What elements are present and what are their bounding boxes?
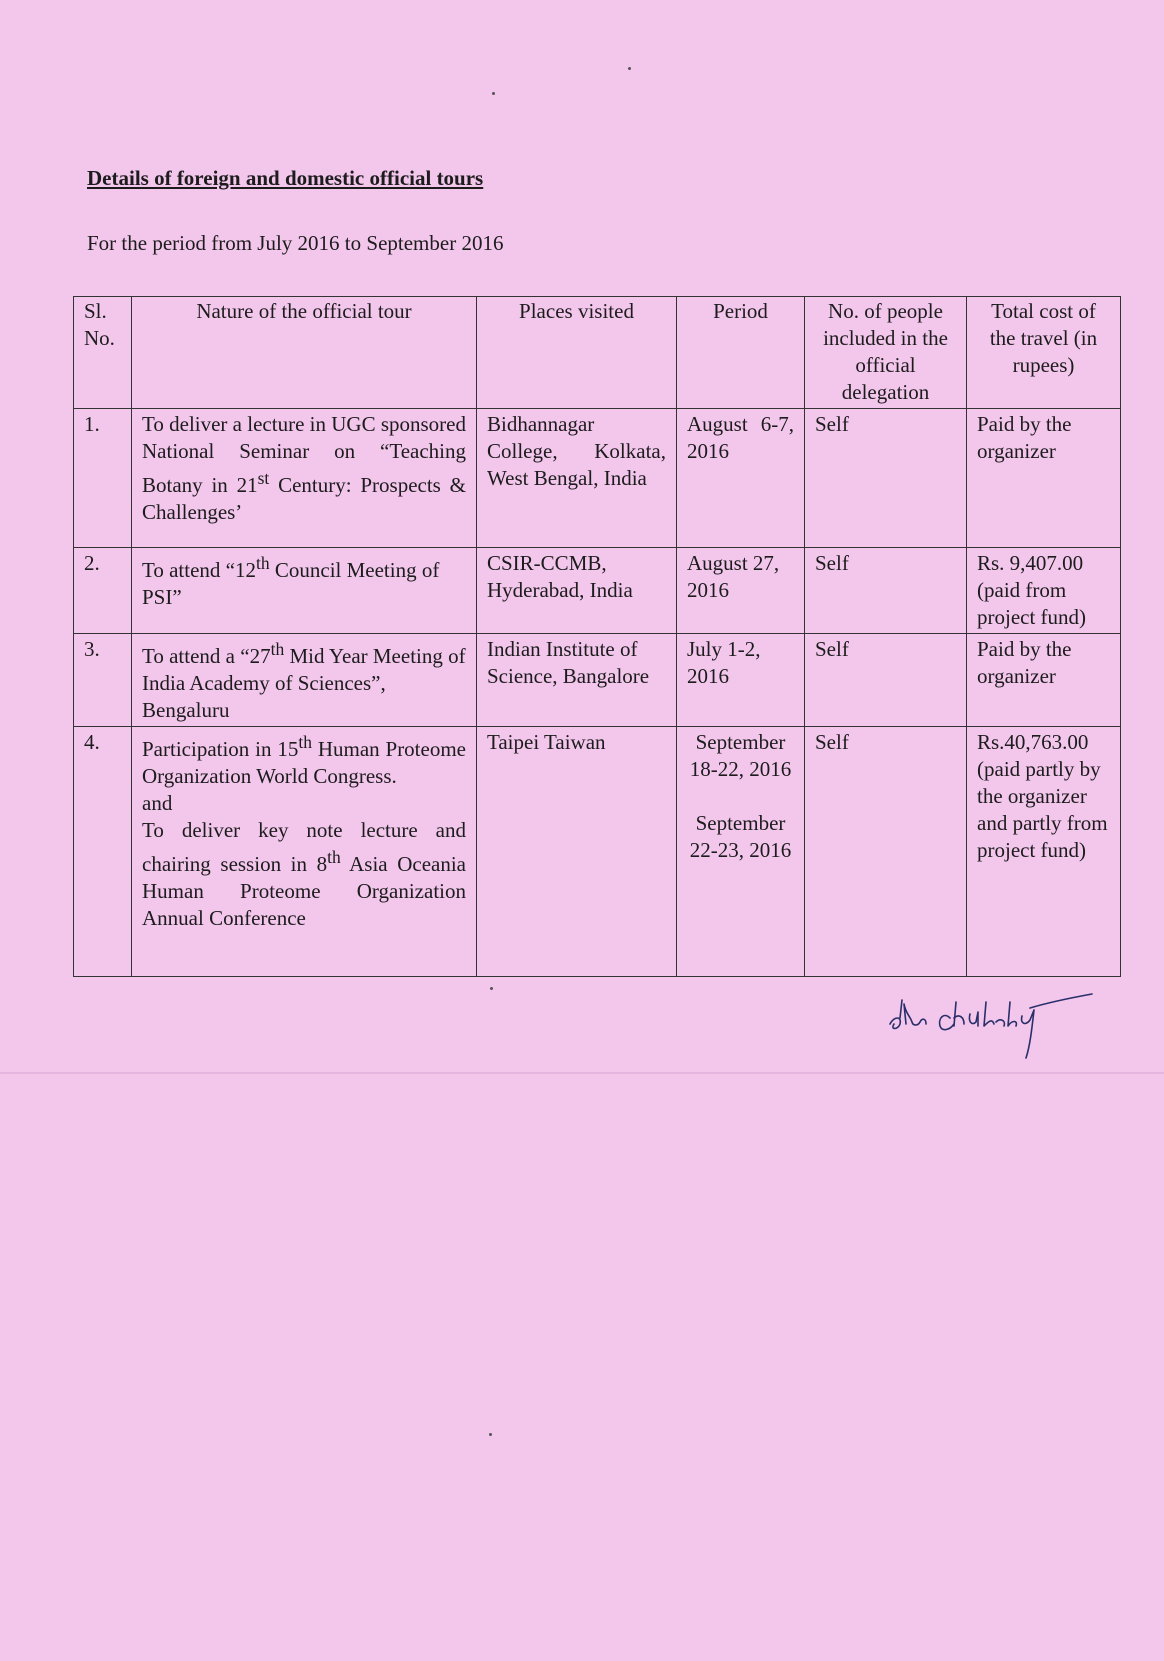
nature-text: Human Proteome Organization World Congress.: [142, 737, 466, 788]
scan-speck: [489, 1433, 492, 1436]
nature-text: To attend a “27: [142, 644, 271, 668]
header-nature: Nature of the official tour: [132, 297, 477, 409]
nature-superscript: st: [257, 468, 270, 488]
nature-text: Mid Year Meeting of India Academy of Sciences”, Bengaluru: [142, 644, 466, 722]
cell-cost: Paid by the organizer: [967, 634, 1121, 727]
table-header-row: [74, 297, 1121, 409]
table-row: [74, 634, 1121, 727]
period-entry: September 18-22, 2016: [689, 730, 792, 781]
nature-superscript: th: [270, 639, 285, 659]
nature-superscript: th: [327, 847, 341, 867]
cell-sl-no: 4.: [74, 727, 132, 977]
nature-text: Asia Oceania Human Proteome Organization Annual Conference: [142, 852, 466, 930]
cell-nature: [132, 409, 477, 548]
scan-speck: [628, 67, 631, 70]
header-period: Period: [677, 297, 805, 409]
cell-period: August 6-7, 2016: [677, 409, 805, 548]
header-cost: Total cost of the travel (in rupees): [967, 297, 1121, 409]
nature-text: Participation in 15: [142, 737, 299, 761]
cell-cost: Paid by the organizer: [967, 409, 1121, 548]
document-title: Details of foreign and domestic official tours: [87, 166, 484, 190]
tours-table: [73, 296, 1121, 977]
cell-people: Self: [805, 727, 967, 977]
cell-period: July 1-2, 2016: [677, 634, 805, 727]
nature-text: To attend “12: [142, 558, 256, 582]
table-row: [74, 409, 1121, 548]
scan-speck: [492, 92, 495, 95]
table-row: [74, 548, 1121, 634]
nature-text: To deliver key note lecture and chairing session in 8: [142, 818, 466, 876]
cell-places: Taipei Taiwan: [477, 727, 677, 977]
header-sl-no: Sl. No.: [74, 297, 132, 409]
reporting-period: For the period from July 2016 to September 2016: [87, 231, 504, 255]
nature-text: Century: Prospects & Challenges’: [142, 473, 466, 524]
nature-and: and: [142, 791, 173, 815]
cell-people: Self: [805, 634, 967, 727]
cell-nature: [132, 548, 477, 634]
header-places: Places visited: [477, 297, 677, 409]
table-row: [74, 727, 1121, 977]
nature-part-b: [142, 817, 466, 932]
scan-speck: [490, 987, 493, 990]
cell-people: Self: [805, 409, 967, 548]
header-people: No. of people included in the official delegation: [805, 297, 967, 409]
cell-sl-no: 1.: [74, 409, 132, 548]
nature-text: To deliver a lecture in UGC sponsored National Seminar on “Teaching Botany in 21: [142, 412, 466, 497]
cell-people: Self: [805, 548, 967, 634]
cell-nature: [132, 727, 477, 977]
period-entry: September 22-23, 2016: [689, 811, 792, 862]
cell-cost: Rs.40,763.00 (paid partly by the organizer and partly from project fund): [967, 727, 1121, 977]
cell-places: Bidhannagar College, Kolkata, West Bengal, India: [477, 409, 677, 548]
cell-cost: Rs. 9,407.00 (paid from project fund): [967, 548, 1121, 634]
cell-places: Indian Institute of Science, Bangalore: [477, 634, 677, 727]
cell-nature: [132, 634, 477, 727]
nature-part-a: [142, 729, 466, 790]
nature-text: Council Meeting of PSI”: [142, 558, 440, 609]
cell-sl-no: 3.: [74, 634, 132, 727]
cell-places: CSIR-CCMB, Hyderabad, India: [477, 548, 677, 634]
cell-period: [677, 727, 805, 977]
cell-period: August 27, 2016: [677, 548, 805, 634]
handwritten-signature: [880, 988, 1100, 1068]
nature-superscript: th: [256, 553, 270, 573]
nature-superscript: th: [298, 732, 312, 752]
paper-fold-line: [0, 1072, 1164, 1074]
cell-sl-no: 2.: [74, 548, 132, 634]
